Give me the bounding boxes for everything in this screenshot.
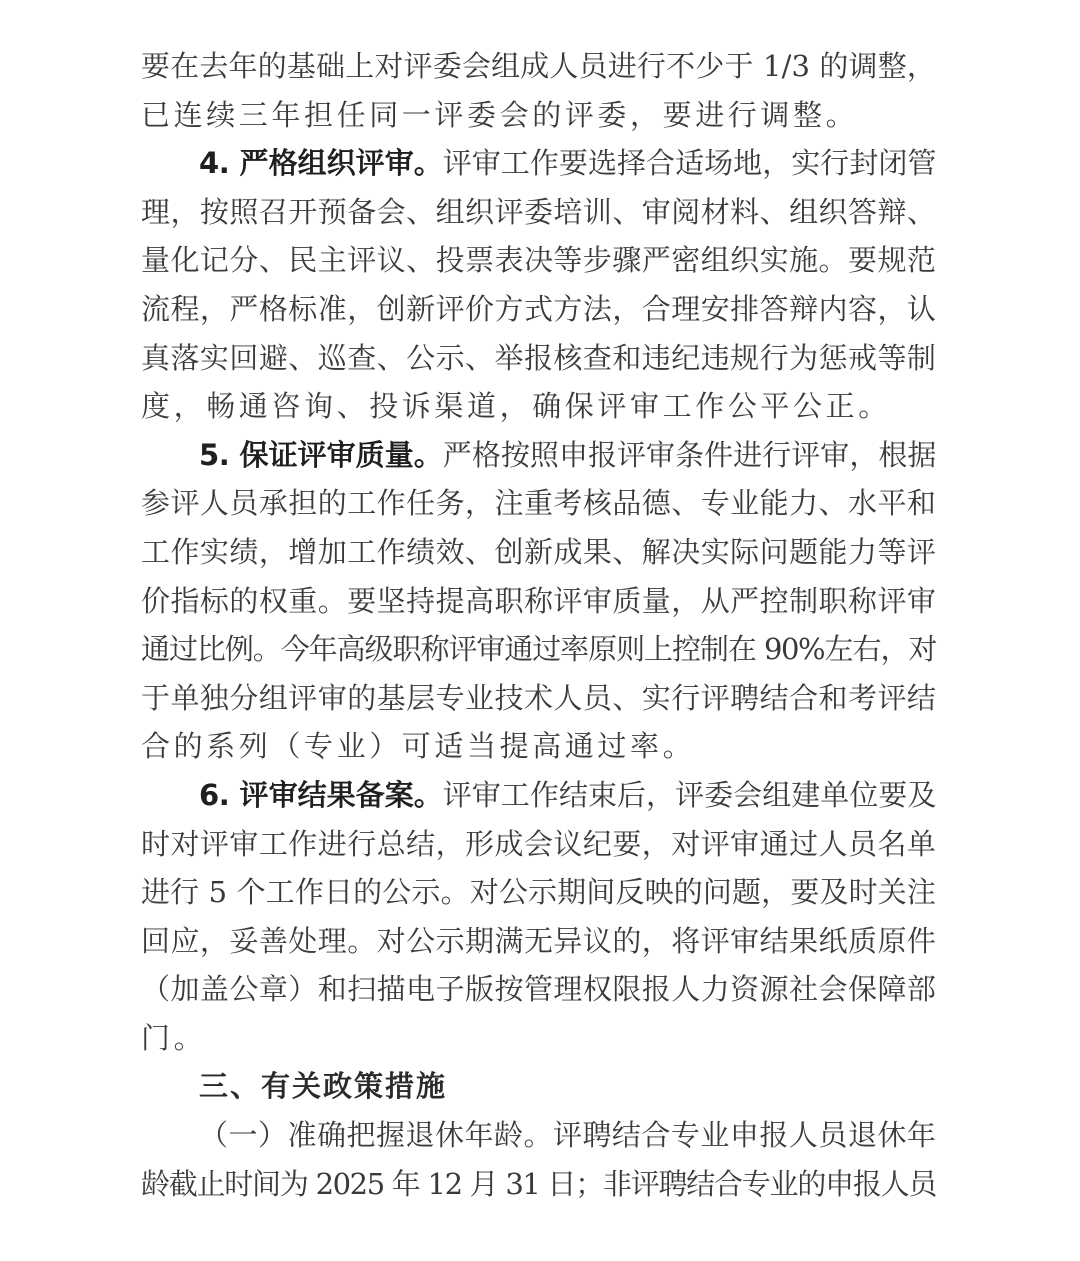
- paragraph-line: 门。: [141, 1020, 207, 1055]
- paragraph-line: 通过比例。今年高级职称评审通过率原则上控制在 90%左右，对: [141, 632, 936, 667]
- paragraph-line: 量化记分、民主评议、投票表决等步骤严密组织实施。要规范: [141, 243, 936, 278]
- paragraph-line: 流程，严格标准，创新评价方式方法，合理安排答辩内容，认: [141, 291, 936, 326]
- paragraph-line: 严格按照申报评审条件进行评审，根据: [442, 437, 936, 472]
- paragraph-line: 于单独分组评审的基层专业技术人员、实行评聘结合和考评结: [141, 680, 936, 715]
- paragraph-line: 真落实回避、巡查、公示、举报核查和违纪违规行为惩戒等制: [141, 340, 936, 375]
- paragraph-line: 合的系列（专业）可适当提高通过率。: [141, 729, 696, 764]
- paragraph-line: 理，按照召开预备会、组织评委培训、审阅材料、组织答辩、: [141, 194, 936, 229]
- item-6-first-line: [141, 771, 936, 820]
- paragraph-line: 已连续三年担任同一评委会的评委，要进行调整。: [141, 97, 859, 132]
- section-heading: 三、有关政策措施: [199, 1069, 448, 1104]
- item-6-title: 6. 评审结果备案。: [199, 777, 443, 812]
- paragraph-line: 评审工作要选择合适场地，实行封闭管: [442, 146, 936, 181]
- paragraph-line: 评审工作结束后，评委会组建单位要及: [442, 777, 936, 812]
- paragraph-line: 时对评审工作进行总结，形成会议纪要，对评审通过人员名单: [141, 826, 936, 861]
- item-4-first-line: [141, 139, 936, 188]
- paragraph-line: 价指标的权重。要坚持提高职称评审质量，从严控制职称评审: [141, 583, 936, 618]
- paragraph-line: 度，畅通咨询、投诉渠道，确保评审工作公平公正。: [141, 389, 891, 424]
- paragraph-line: 工作实绩，增加工作绩效、创新成果、解决实际问题能力等评: [141, 534, 936, 569]
- paragraph-line: 进行 5 个工作日的公示。对公示期间反映的问题，要及时关注: [141, 875, 936, 910]
- paragraph-line: （一）准确把握退休年龄。评聘结合专业申报人员退休年: [199, 1118, 936, 1153]
- paragraph-line: 要在去年的基础上对评委会组成人员进行不少于 1/3 的调整，: [141, 49, 936, 83]
- item-4-title: 4. 严格组织评审。: [199, 146, 443, 181]
- item-5-title: 5. 保证评审质量。: [199, 437, 443, 472]
- paragraph-line: 回应，妥善处理。对公示期满无异议的，将评审结果纸质原件: [141, 923, 936, 958]
- document-body: [141, 42, 936, 1208]
- item-5-first-line: [141, 431, 936, 480]
- paragraph-line: （加盖公章）和扫描电子版按管理权限报人力资源社会保障部: [141, 972, 936, 1007]
- paragraph-line: 龄截止时间为 2025 年 12 月 31 日；非评聘结合专业的申报人员: [141, 1166, 936, 1201]
- paragraph-line: 参评人员承担的工作任务，注重考核品德、专业能力、水平和: [141, 486, 936, 521]
